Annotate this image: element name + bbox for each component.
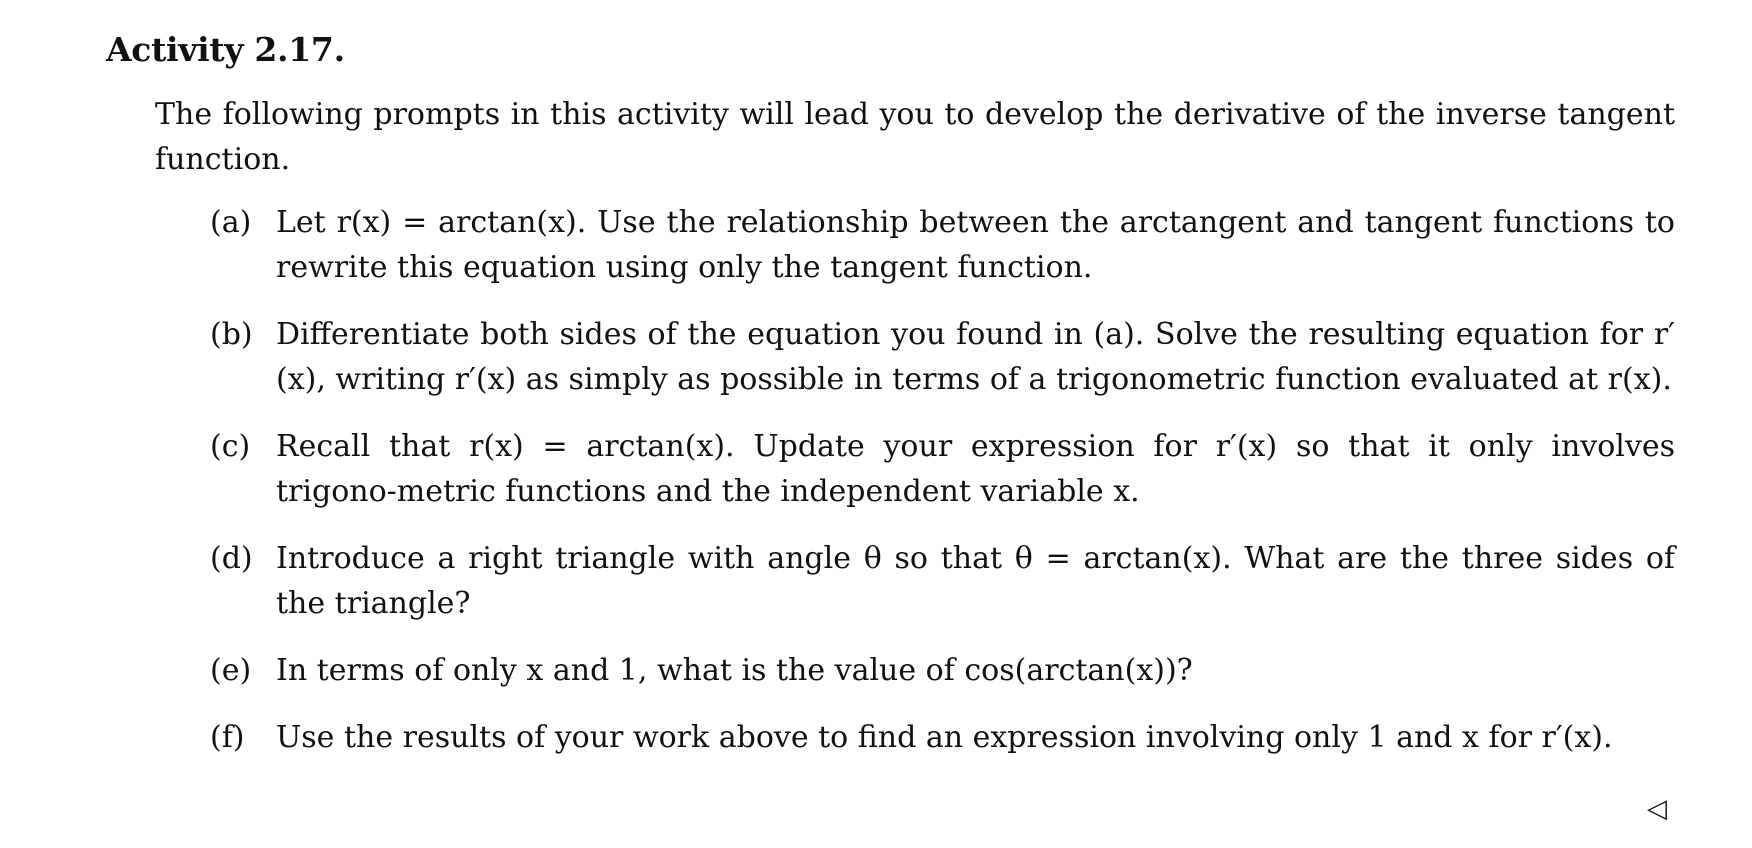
part-label: (c): [210, 429, 251, 464]
activity-part-f: [210, 715, 1675, 760]
part-label: (e): [210, 653, 252, 688]
part-text: In terms of only x and 1, what is the value of cos(arctan(x))?: [276, 653, 1193, 688]
activity-part-d: [210, 536, 1675, 626]
part-text: Introduce a right triangle with angle θ so that θ = arctan(x). What are the three sides of the triangle?: [276, 541, 1675, 621]
part-text: Recall that r(x) = arctan(x). Update your expression for r′(x) so that it only involves trigono-metric functions and the independent variable x.: [276, 429, 1675, 509]
activity-title: Activity 2.17.: [106, 30, 345, 69]
activity-intro: The following prompts in this activity will lead you to develop the derivative of the inverse tangent function.: [155, 97, 1675, 177]
part-text: Differentiate both sides of the equation you found in (a). Solve the resulting equation for r′(x), writing r′(x) as simply as possible in terms of a trigonometric function evaluated at r(x).: [276, 317, 1675, 397]
activity-part-b: [210, 312, 1675, 402]
activity-part-c: [210, 424, 1675, 514]
part-text: Use the results of your work above to find an expression involving only 1 and x for r′(x).: [276, 720, 1613, 755]
activity-part-e: [210, 648, 1675, 693]
part-label: (f): [210, 720, 245, 755]
part-label: (d): [210, 541, 253, 576]
activity-part-a: [210, 200, 1675, 290]
part-label: (b): [210, 317, 253, 352]
activity-parts-list: [210, 200, 1675, 782]
end-of-activity-marker: ◁: [1647, 794, 1667, 824]
part-text: Let r(x) = arctan(x). Use the relationship between the arctangent and tangent functions to rewrite this equation using only the tangent function.: [276, 205, 1675, 285]
part-label: (a): [210, 205, 252, 240]
